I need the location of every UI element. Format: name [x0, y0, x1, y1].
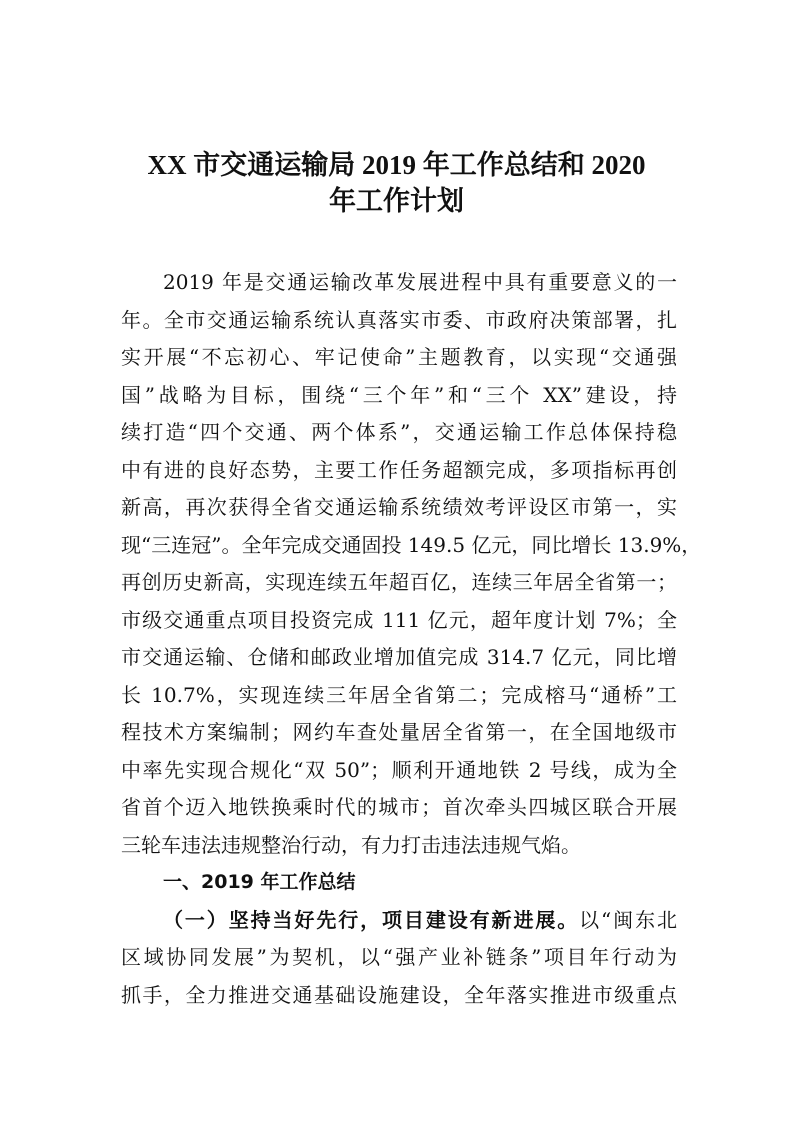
intro-line: 中有进的良好态势，主要工作任务超额完成，多项指标再创	[121, 457, 677, 482]
subsection-text: 以“闽东北	[579, 907, 677, 932]
intro-line: 长 10.7%，实现连续三年居全省第二；完成榕马“通桥”工	[121, 682, 677, 707]
intro-line: 三轮车违法违规整治行动，有力打击违法违规气焰。	[121, 832, 581, 857]
intro-line: 中率先实现合规化“双 50”；顺利开通地铁 2 号线，成为全	[121, 757, 677, 782]
subsection-first-line	[121, 902, 677, 940]
document-body	[121, 264, 702, 1014]
intro-line: 2019 年是交通运输改革发展进程中具有重要意义的一	[163, 270, 677, 294]
intro-line: 程技术方案编制；网约车查处量居全省第一，在全国地级市	[121, 720, 677, 744]
section-heading: 一、2019 年工作总结	[163, 871, 356, 893]
intro-line: 续打造“四个交通、两个体系”，交通运输工作总体保持稳	[121, 420, 677, 444]
intro-line: 新高，再次获得全省交通运输系统绩效考评设区市第一，实	[121, 495, 677, 519]
subsection-line: 区域协同发展”为契机，以“强产业补链条”项目年行动为	[121, 945, 677, 969]
intro-line: 国”战略为目标，围绕“三个年”和“三个 XX”建设，持	[121, 382, 677, 407]
document-title-line-2: 年工作计划	[329, 186, 464, 216]
intro-line: 市级交通重点项目投资完成 111 亿元，超年度计划 7%；全	[121, 607, 677, 632]
document-title-line-1: XX 市交通运输局 2019 年工作总结和 2020	[147, 150, 646, 180]
intro-line: 年。全市交通运输系统认真落实市委、市政府决策部署，扎	[121, 307, 677, 332]
subsection-line: 抓手，全力推进交通基础设施建设，全年落实推进市级重点	[121, 982, 677, 1007]
intro-line: 再创历史新高，实现连续五年超百亿，连续三年居全省第一；	[121, 570, 677, 594]
intro-line: 现“三连冠”。全年完成交通固投 149.5 亿元，同比增长 13.9%，	[121, 532, 702, 557]
intro-line: 实开展“不忘初心、牢记使命”主题教育，以实现“交通强	[121, 345, 677, 369]
intro-line: 省首个迈入地铁换乘时代的城市；首次牵头四城区联合开展	[121, 795, 677, 819]
intro-line: 市交通运输、仓储和邮政业增加值完成 314.7 亿元，同比增	[121, 645, 677, 669]
subsection-lead: （一）坚持当好先行，项目建设有新进展。	[163, 907, 580, 932]
